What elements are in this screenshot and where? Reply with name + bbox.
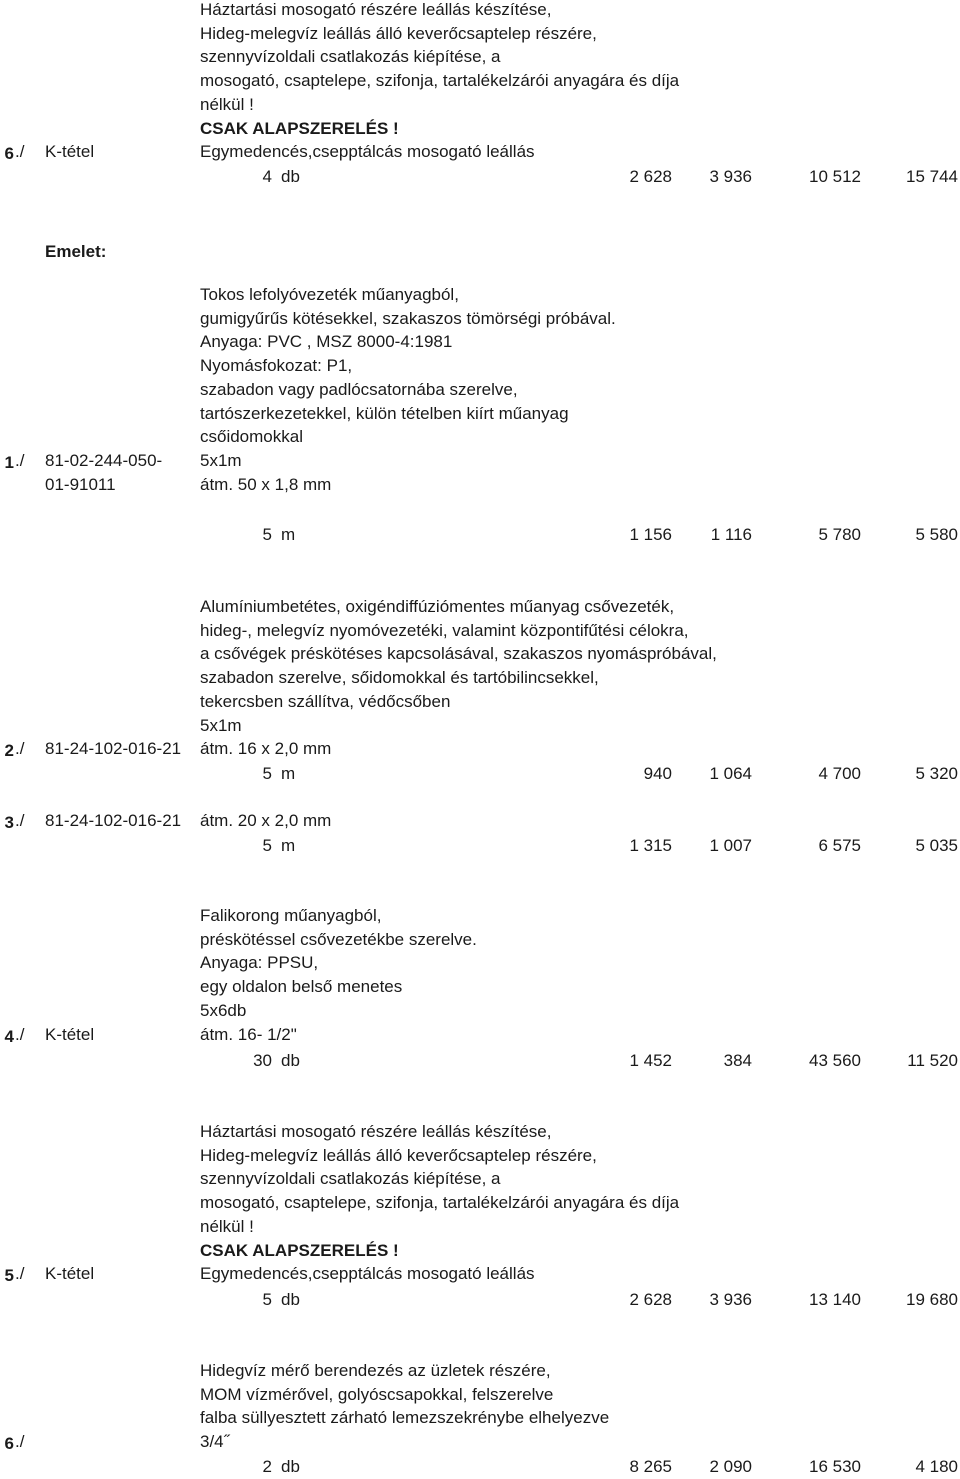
item-description-line: Egymedencés,csepptálcás mosogató leállás [200,142,535,162]
item-unit: db [281,1290,300,1309]
item-description-line: Egymedencés,csepptálcás mosogató leállás [200,1264,535,1284]
item-quantity: 5 [262,525,272,544]
item-code: 81-02-244-050- [45,450,163,470]
item-quantity: 30 [253,1051,272,1070]
item-quantity: 5 [262,764,272,783]
item-number-separator: ./ [15,450,25,470]
item-description-line: szennyvízoldali csatlakozás kiépítése, a [200,1169,501,1189]
item-description-line: nélkül ! [200,94,254,114]
item-unit: db [281,1457,300,1476]
item-unit-price-material: 8 265 [629,1457,672,1476]
item-total-material: 43 560 [809,1051,861,1070]
item-number-separator: ./ [15,1264,25,1284]
item-description-line: mosogató, csaptelepe, szifonja, tartalékelzárói anyagára és díja [200,1193,680,1213]
item-description-line: a csővégek préskötéses kapcsolásával, szakaszos nyomáspróbával, [200,644,717,664]
item-unit-price-material: 1 452 [629,1051,672,1070]
item-description-line: csőidomokkal [200,427,303,447]
item-quantity: 4 [262,167,272,186]
item-description-line: préskötéssel csővezetékbe szerelve. [200,929,477,949]
item-number-separator: ./ [15,1024,25,1044]
item-description-line: Hidegvíz mérő berendezés az üzletek részére, [200,1361,551,1380]
item-total-labour: 19 680 [906,1290,958,1309]
item-number-separator: ./ [15,1432,25,1452]
item-unit-price-labour: 3 936 [709,167,752,186]
item-unit-price-material: 2 628 [629,167,672,186]
item-description-line: tekercsben szállítva, védőcsőben [200,691,451,711]
item-number: 1 [4,452,14,472]
item-description-line: Nyomásfokozat: P1, [200,356,353,376]
section-heading: Emelet: [45,242,107,261]
item-total-material: 6 575 [818,836,861,855]
item-number: 6 [4,1434,14,1454]
item-number: 6 [4,144,14,164]
item-unit-price-material: 940 [643,764,672,783]
item-unit-price-labour: 1 064 [709,764,752,783]
item-description-line: Hideg-melegvíz leállás álló keverőcsaptelep részére, [200,23,597,43]
item-description-line: 5x6db [200,1000,247,1020]
item-total-labour: 5 320 [915,764,958,783]
item-description-line: átm. 16 x 2,0 mm [200,739,332,759]
item-description-line: átm. 50 x 1,8 mm [200,474,332,494]
item-total-labour: 15 744 [906,167,958,186]
item-description-line: Háztartási mosogató részére leállás készítése, [200,1122,552,1141]
item-code: 81-24-102-016-21 [45,811,182,830]
item-code: 01-91011 [45,474,116,494]
item-number-separator: ./ [15,739,25,759]
item-code: 81-24-102-016-21 [45,739,182,759]
item-unit-price-material: 1 315 [629,836,672,855]
item-description-line: Anyaga: PVC , MSZ 8000-4:1981 [200,332,453,352]
item-quantity: 5 [262,836,272,855]
item-description-line: tartószerkezetekkel, külön tételben kiírt műanyag [200,403,569,423]
item-description-line: szennyvízoldali csatlakozás kiépítése, a [200,47,501,67]
item-unit-price-labour: 1 116 [710,525,752,544]
item-unit-price-labour: 1 007 [709,836,752,855]
item-unit-price-labour: 3 936 [709,1290,752,1309]
item-unit: m [281,525,296,544]
item-total-labour: 11 520 [907,1051,958,1070]
item-quantity: 2 [262,1457,272,1476]
item-total-material: 5 780 [818,525,861,544]
item-description-line: 5x1m [200,450,242,470]
item-number: 5 [4,1266,14,1286]
item-description-line: Anyaga: PPSU, [200,953,319,973]
item-code: K-tétel [45,1024,95,1044]
item-number: 3 [4,813,14,832]
item-code: K-tétel [45,1264,95,1284]
item-total-material: 13 140 [809,1290,861,1309]
item-description-line: mosogató, csaptelepe, szifonja, tartalékelzárói anyagára és díja [200,71,680,91]
item-description-line: MOM vízmérővel, golyóscsapokkal, felszerelve [200,1384,554,1404]
item-unit: db [281,1051,300,1070]
item-unit-price-material: 1 156 [629,525,672,544]
item-code: K-tétel [45,142,95,162]
item-unit-price-material: 2 628 [629,1290,672,1309]
item-description-line: Falikorong műanyagból, [200,906,382,925]
item-total-material: 4 700 [818,764,861,783]
item-number-separator: ./ [15,811,25,830]
item-description-line: 5x1m [200,715,242,735]
item-description-line: hideg-, melegvíz nyomóvezetéki, valamint központifűtési célokra, [200,620,689,640]
item-description-line: gumigyűrűs kötésekkel, szakaszos tömörségi próbával. [200,308,616,328]
item-description-line: CSAK ALAPSZERELÉS ! [200,118,399,138]
item-total-material: 10 512 [809,167,861,186]
item-number: 4 [4,1026,14,1046]
item-description-line: Tokos lefolyóvezeték műanyagból, [200,285,459,304]
item-unit: db [281,167,300,186]
item-quantity: 5 [262,1290,272,1309]
item-description-line: szabadon szerelve, sőidomokkal és tartóbilincsekkel, [200,668,599,688]
item-unit-price-labour: 2 090 [709,1457,752,1476]
item-description-line: átm. 20 x 2,0 mm [200,811,332,830]
item-description-line: nélkül ! [200,1216,254,1236]
item-number: 2 [4,741,14,761]
item-unit: m [281,764,296,783]
item-total-material: 16 530 [809,1457,861,1476]
item-description-line: Háztartási mosogató részére leállás készítése, [200,0,552,19]
item-description-line: egy oldalon belső menetes [200,977,403,997]
item-total-labour: 5 580 [915,525,958,544]
item-unit: m [281,836,296,855]
item-number-separator: ./ [15,142,25,162]
item-description-line: falba süllyesztett zárható lemezszekrénybe elhelyezve [200,1408,610,1428]
item-unit-price-labour: 384 [723,1051,752,1070]
item-description-line: CSAK ALAPSZERELÉS ! [200,1240,399,1260]
item-description-line: átm. 16- 1/2" [200,1024,297,1044]
item-total-labour: 4 180 [915,1457,958,1476]
item-total-labour: 5 035 [915,836,958,855]
item-description-line: Alumíniumbetétes, oxigéndiffúziómentes műanyag csővezeték, [200,597,675,616]
item-description-line: Hideg-melegvíz leállás álló keverőcsaptelep részére, [200,1145,597,1165]
item-description-line: 3/4˝ [200,1432,230,1452]
item-description-line: szabadon vagy padlócsatornába szerelve, [200,379,518,399]
